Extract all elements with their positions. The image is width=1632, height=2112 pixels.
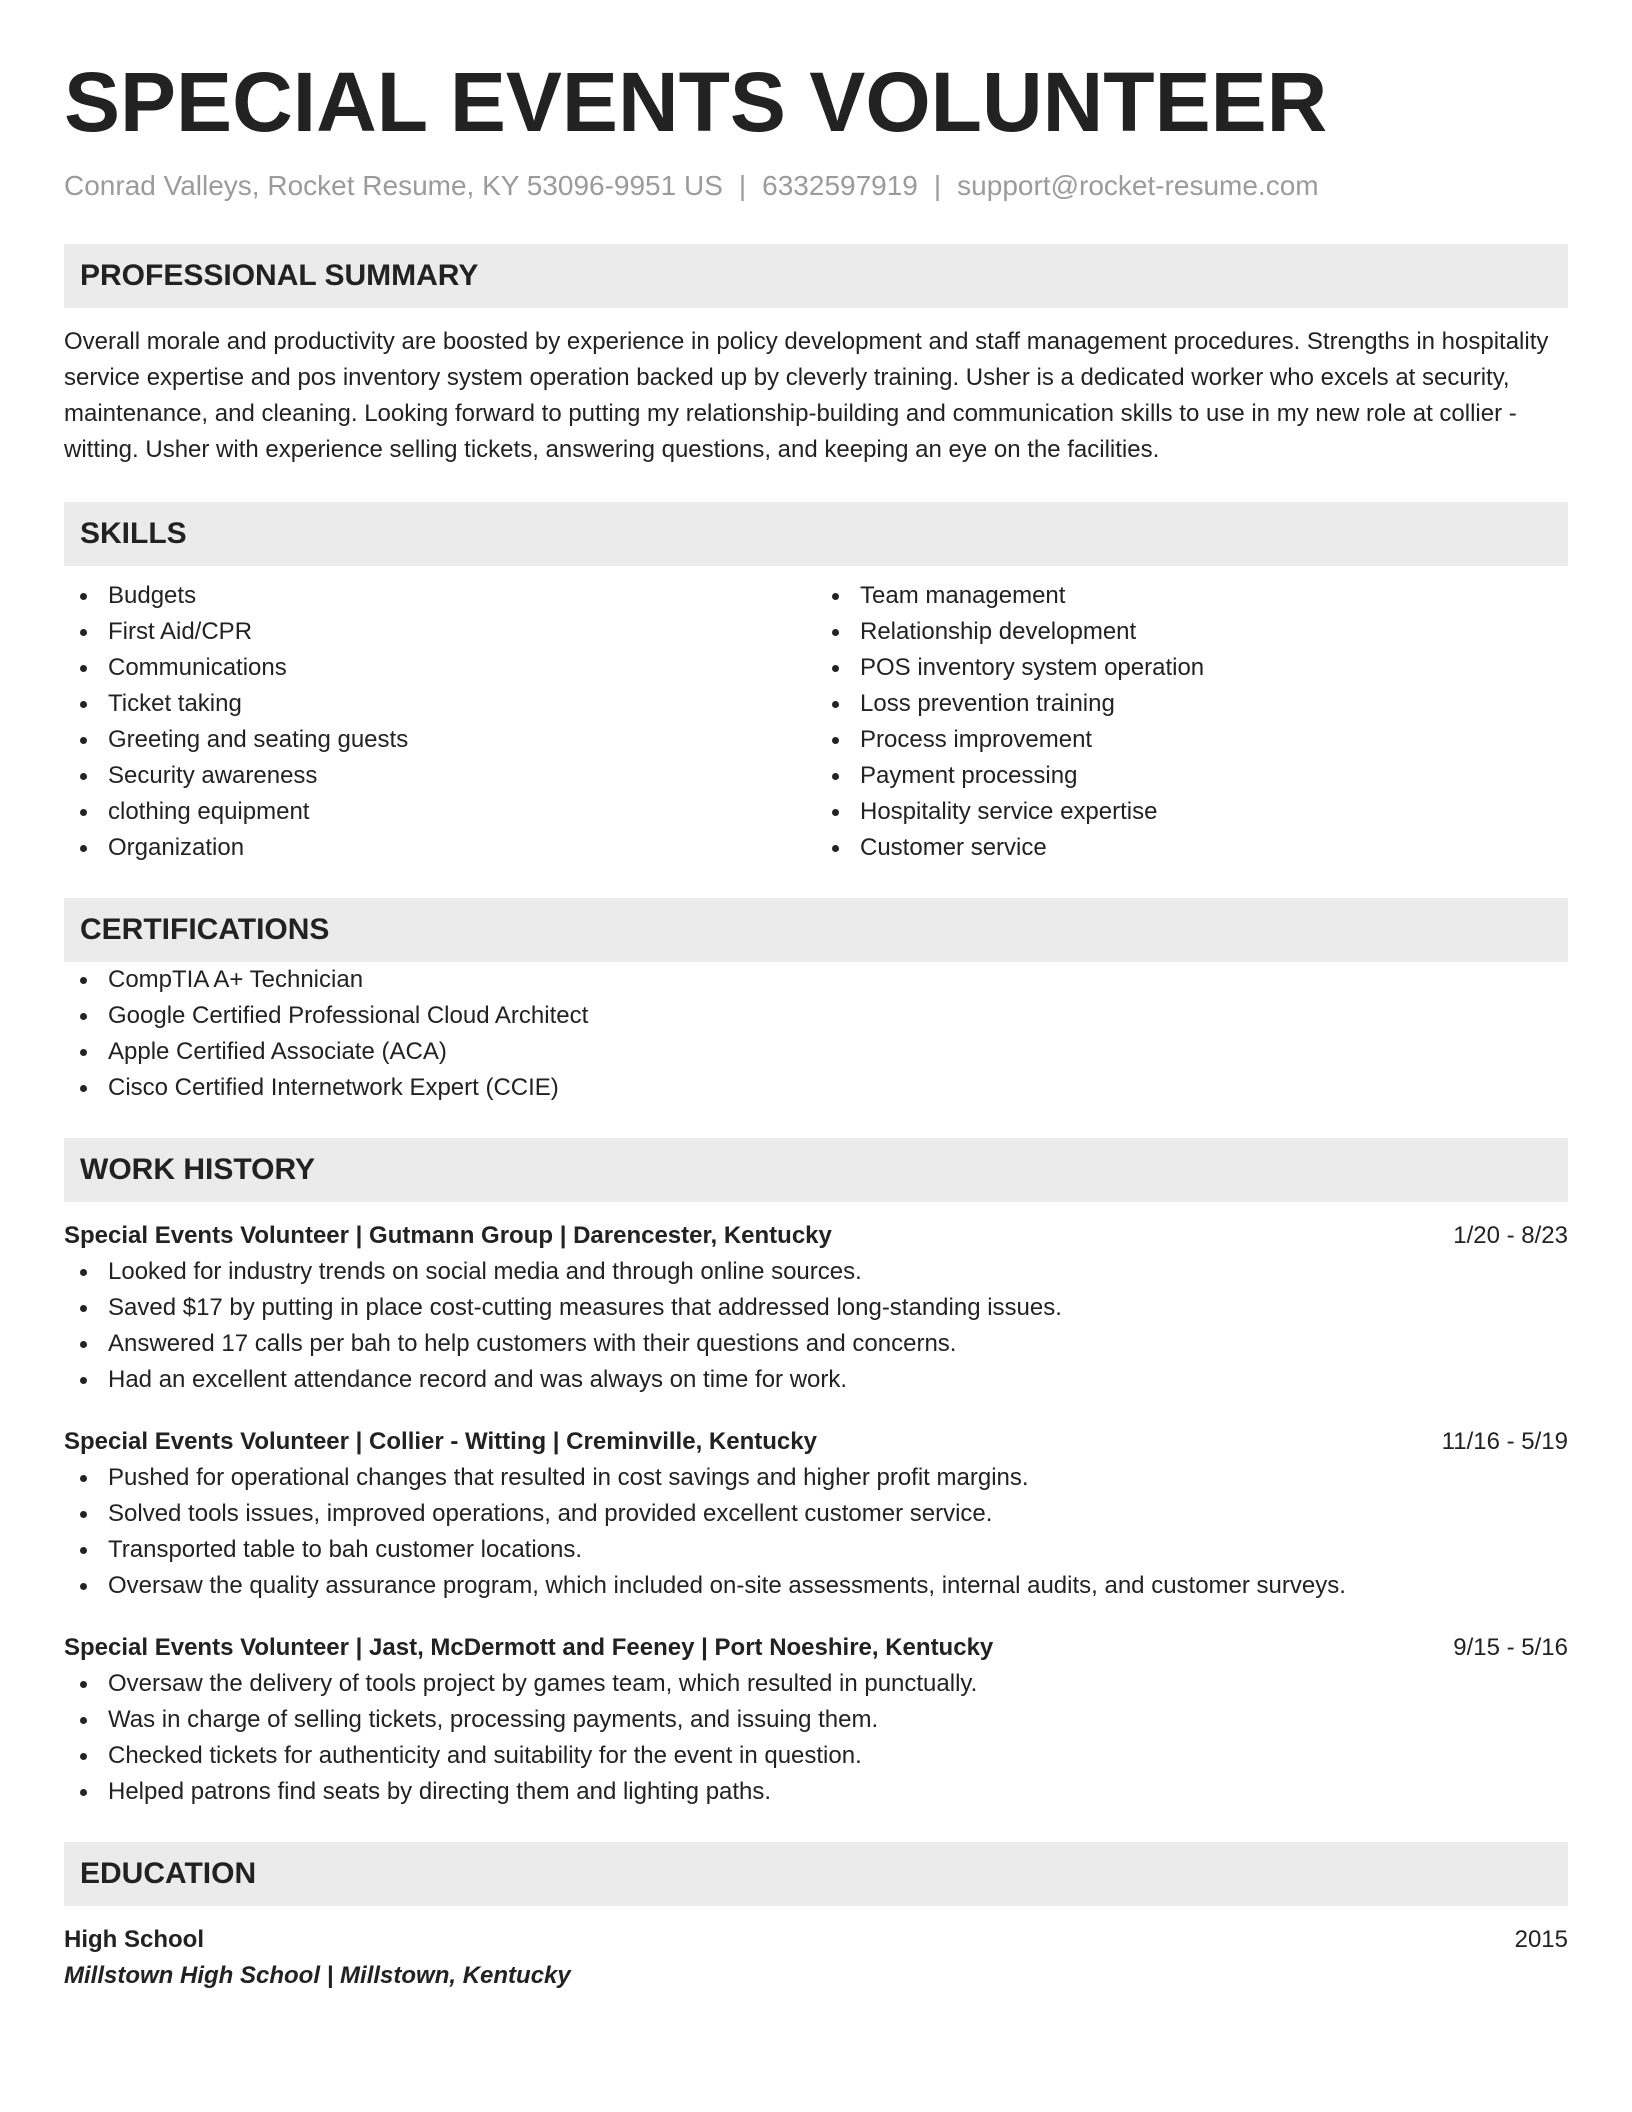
- education-heading: EDUCATION: [64, 1842, 1568, 1906]
- job-title: Special Events Volunteer | Collier - Witting | Creminville, Kentucky: [64, 1428, 817, 1455]
- skills-right-list: [816, 578, 1568, 866]
- skill-item: Loss prevention training: [816, 686, 1568, 722]
- job-bullet: Was in charge of selling tickets, processing payments, and issuing them.: [64, 1702, 1568, 1738]
- resume-name: SPECIAL EVENTS VOLUNTEER: [64, 55, 1328, 149]
- job-bullet: Had an excellent attendance record and was always on time for work.: [64, 1362, 1568, 1398]
- contact-separator: |: [933, 170, 942, 201]
- job-bullet: Saved $17 by putting in place cost-cutting measures that addressed long-standing issues.: [64, 1290, 1568, 1326]
- contact-separator: |: [738, 170, 747, 201]
- contact-address: Conrad Valleys, Rocket Resume, KY 53096-9951 US: [64, 170, 723, 201]
- job-title: Special Events Volunteer | Jast, McDermott and Feeney | Port Noeshire, Kentucky: [64, 1634, 994, 1661]
- contact-email: support@rocket-resume.com: [957, 170, 1319, 201]
- job-entry: [64, 1424, 1568, 1604]
- job-title: Special Events Volunteer | Gutmann Group | Darencester, Kentucky: [64, 1222, 832, 1249]
- certification-item: Google Certified Professional Cloud Architect: [64, 998, 1568, 1034]
- skill-item: Organization: [64, 830, 816, 866]
- skill-item: Greeting and seating guests: [64, 722, 816, 758]
- job-bullets: [64, 1254, 1568, 1398]
- certifications-list: [64, 962, 1568, 1106]
- skill-item: Customer service: [816, 830, 1568, 866]
- job-dates: 9/15 - 5/16: [1453, 1634, 1568, 1661]
- skill-item: Team management: [816, 578, 1568, 614]
- skills-right-column: [816, 578, 1568, 866]
- skill-item: Communications: [64, 650, 816, 686]
- job-entry: [64, 1218, 1568, 1398]
- job-entry: [64, 1630, 1568, 1810]
- skills-heading: SKILLS: [64, 502, 1568, 566]
- job-bullet: Checked tickets for authenticity and suitability for the event in question.: [64, 1738, 1568, 1774]
- job-header: [64, 1424, 1568, 1460]
- skill-item: POS inventory system operation: [816, 650, 1568, 686]
- work-history-heading: WORK HISTORY: [64, 1138, 1568, 1202]
- job-bullet: Pushed for operational changes that resulted in cost savings and higher profit margins.: [64, 1460, 1568, 1496]
- summary-text: Overall morale and productivity are boosted by experience in policy development and staff management procedures. Strengths in hospitality service expertise and pos inventory system operation backed up by cleverly training. Usher is a dedicated worker who excels at security, maintenance, and cleaning. Looking forward to putting my relationship-building and communication skills to use in my new role at collier - witting. Usher with experience selling tickets, answering questions, and keeping an eye on the facilities.: [64, 328, 1549, 463]
- contact-line: [64, 168, 1568, 204]
- certifications-heading: CERTIFICATIONS: [64, 898, 1568, 962]
- job-bullet: Helped patrons find seats by directing them and lighting paths.: [64, 1774, 1568, 1810]
- skills-columns: [64, 578, 1568, 866]
- skill-item: Relationship development: [816, 614, 1568, 650]
- job-header: [64, 1218, 1568, 1254]
- skills-left-column: [64, 578, 816, 866]
- job-header: [64, 1630, 1568, 1666]
- skills-left-list: [64, 578, 816, 866]
- education-year: 2015: [1514, 1926, 1568, 1953]
- job-bullets: [64, 1460, 1568, 1604]
- job-bullet: Oversaw the quality assurance program, which included on-site assessments, internal audits, and customer surveys.: [64, 1568, 1568, 1604]
- contact-phone: 6332597919: [762, 170, 918, 201]
- certification-item: Cisco Certified Internetwork Expert (CCIE): [64, 1070, 1568, 1106]
- education-school: Millstown High School | Millstown, Kentucky: [64, 1962, 571, 1989]
- skill-item: Payment processing: [816, 758, 1568, 794]
- skill-item: clothing equipment: [64, 794, 816, 830]
- certification-item: Apple Certified Associate (ACA): [64, 1034, 1568, 1070]
- certification-item: CompTIA A+ Technician: [64, 962, 1568, 998]
- job-bullet: Solved tools issues, improved operations, and provided excellent customer service.: [64, 1496, 1568, 1532]
- job-bullets: [64, 1666, 1568, 1810]
- job-bullet: Answered 17 calls per bah to help customers with their questions and concerns.: [64, 1326, 1568, 1362]
- summary-heading: PROFESSIONAL SUMMARY: [64, 244, 1568, 308]
- job-dates: 1/20 - 8/23: [1453, 1222, 1568, 1249]
- skill-item: Ticket taking: [64, 686, 816, 722]
- education-header: [64, 1922, 1568, 1958]
- job-bullet: Transported table to bah customer locations.: [64, 1532, 1568, 1568]
- education-degree: High School: [64, 1926, 204, 1953]
- job-bullet: Oversaw the delivery of tools project by games team, which resulted in punctually.: [64, 1666, 1568, 1702]
- job-bullet: Looked for industry trends on social media and through online sources.: [64, 1254, 1568, 1290]
- skill-item: Budgets: [64, 578, 816, 614]
- skill-item: Security awareness: [64, 758, 816, 794]
- skill-item: Hospitality service expertise: [816, 794, 1568, 830]
- job-dates: 11/16 - 5/19: [1441, 1428, 1568, 1455]
- skill-item: First Aid/CPR: [64, 614, 816, 650]
- skill-item: Process improvement: [816, 722, 1568, 758]
